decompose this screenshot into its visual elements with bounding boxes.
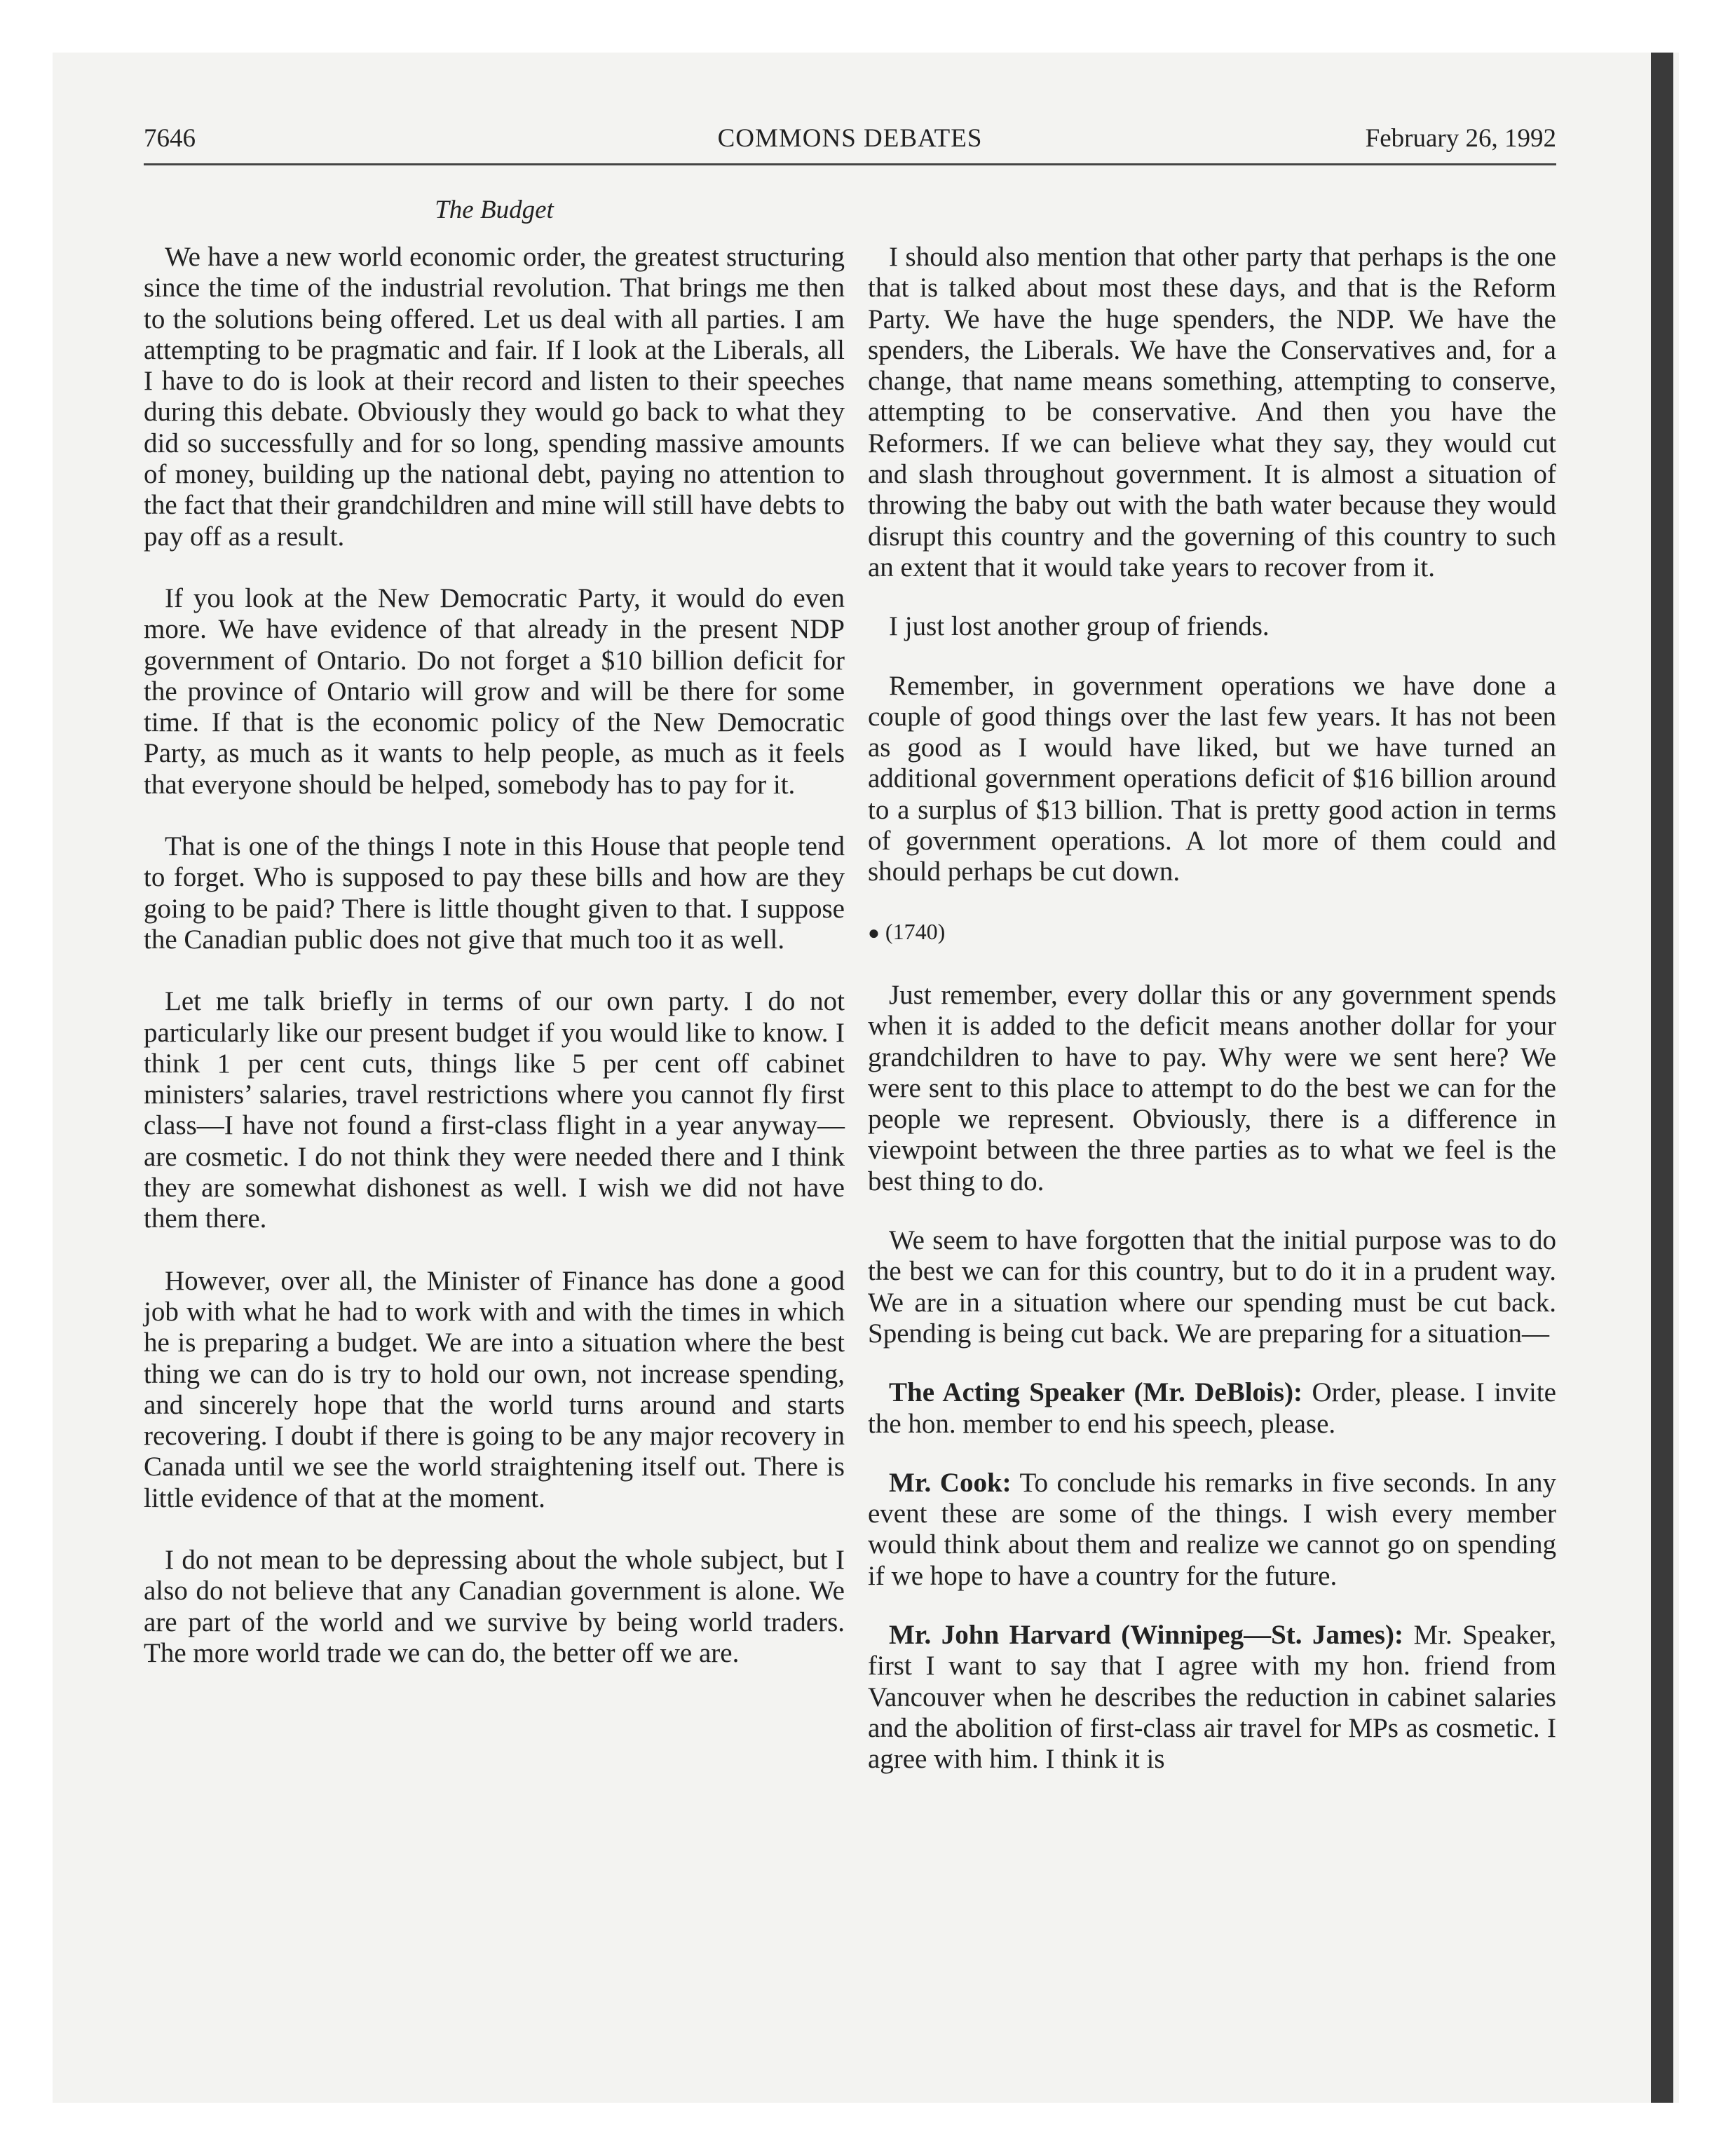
speech-text: Order, please. I invite the hon. member to end his speech, please. bbox=[868, 1377, 1556, 1439]
section-title: The Budget bbox=[435, 196, 554, 224]
page-number: 7646 bbox=[144, 124, 196, 153]
paragraph: I do not mean to be depressing about the whole subject, but I also do not believe that any Canadian government is alone. We are part of the world and we survive by being world traders. The more world trade we can do, the better off we are. bbox=[144, 1544, 845, 1668]
left-column bbox=[144, 242, 845, 1700]
speech-text: Mr. Speaker, first I want to say that I agree with my hon. friend from Vancouver when he describes the reduction in cabinet salaries and the abolition of first-class air travel for MPs as cosmetic. I agree with him. I think it is bbox=[868, 1619, 1556, 1775]
paragraph: I should also mention that other party that perhaps is the one that is talked about most these days, and that is the Reform Party. We have the huge spenders, the NDP. We have the spenders, the Liberals. We have the Conservatives and, for a change, that name means something, attempting to conserve, attempting to be conservative. And then you have the Reformers. If we can believe what they say, they would cut and slash throughout government. It is almost a situation of throwing the baby out with the bath water because they would disrupt this country and the governing of this country to such an extent that it would take years to recover from it. bbox=[868, 242, 1556, 582]
header-rule bbox=[144, 163, 1556, 165]
time-marker-label: (1740) bbox=[885, 918, 946, 944]
paragraph: Remember, in government operations we have done a couple of good things over the last few years. It has not been as good as I would have liked, but we have turned an additional government operations deficit of $16 billion around to a surplus of $13 billion. That is pretty good action in terms of government operations. A lot more of them could and should perhaps be cut down. bbox=[868, 670, 1556, 887]
paragraph: We have a new world economic order, the greatest structuring since the time of the industrial revolution. That brings me then to the solutions being offered. Let us deal with all parties. I am attempting to be pragmatic and fair. If I look at the Liberals, all I have to do is look at their record and listen to their speeches during this debate. Obviously they would go back to what they did so successfully and for so long, spending massive amounts of money, building up the national debt, paying no attention to the fact that their grandchildren and mine will still have debts to pay off as a result. bbox=[144, 242, 845, 552]
paragraph: Let me talk briefly in terms of our own party. I do not particularly like our present budget if you would like to know. I think 1 per cent cuts, things like 5 per cent off cabinet ministers’ salaries, travel restrictions where you cannot fly first class—I have not found a first-class flight in a year anyway—are cosmetic. I do not think they were needed there and I think they are somewhat dishonest as well. I wish we did not have them there. bbox=[144, 986, 845, 1234]
paragraph: That is one of the things I note in this House that people tend to forget. Who is supposed to pay these bills and how are they going to be paid? There is little thought given to that. I suppose the Canadian public does not give that much too it as well. bbox=[144, 831, 845, 955]
paragraph: However, over all, the Minister of Finance has done a good job with what he had to work with and with the times in which he is preparing a budget. We are into a situation where the best thing we can do is try to hold our own, not increase spending, and sincerely hope that the world turns around and starts recovering. I doubt if there is going to be any major recovery in Canada until we see the world straightening itself out. There is little evidence of that at the moment. bbox=[144, 1265, 845, 1513]
paragraph: Just remember, every dollar this or any government spends when it is added to the deficit means another dollar for your grandchildren to have to pay. Why were we sent here? We were sent to this place to attempt to do the best we can for the people we represent. Obviously, there is a difference in viewpoint between the three parties as to what we feel is the best thing to do. bbox=[868, 979, 1556, 1196]
scan-edge-bar bbox=[1651, 53, 1673, 2103]
speaker-name: Mr. John Harvard (Winnipeg—St. James): bbox=[889, 1619, 1403, 1650]
speech-paragraph bbox=[868, 1377, 1556, 1440]
publication-date: February 26, 1992 bbox=[1365, 124, 1556, 153]
speech-paragraph bbox=[868, 1620, 1556, 1775]
page-header bbox=[144, 118, 1556, 160]
right-column bbox=[868, 242, 1556, 1803]
paragraph: If you look at the New Democratic Party, it would do even more. We have evidence of that already in the present NDP government of Ontario. Do not forget a $10 billion deficit for the province of Ontario will grow and will be there for some time. If that is the economic policy of the New Democratic Party, as much as it wants to help people, as much as it feels that everyone should be helped, somebody has to pay for it. bbox=[144, 582, 845, 800]
publication-title: COMMONS DEBATES bbox=[717, 124, 983, 153]
paragraph: We seem to have forgotten that the initial purpose was to do the best we can for this country, but to do it in a prudent way. We are in a situation where our spending must be cut back. Spending is being cut back. We are preparing for a situation— bbox=[868, 1225, 1556, 1349]
paragraph: I just lost another group of friends. bbox=[889, 611, 1270, 642]
speaker-name: The Acting Speaker (Mr. DeBlois): bbox=[889, 1377, 1303, 1408]
speaker-name: Mr. Cook: bbox=[889, 1467, 1012, 1498]
speech-paragraph bbox=[868, 1468, 1556, 1592]
bullet-icon: ● bbox=[868, 922, 880, 944]
time-marker bbox=[868, 916, 1556, 949]
speech-text: To conclude his remarks in five seconds. In any event these are some of the things. I wish every member would think about them and realize we cannot go on spending if we hope to have a country for the future. bbox=[868, 1467, 1556, 1591]
